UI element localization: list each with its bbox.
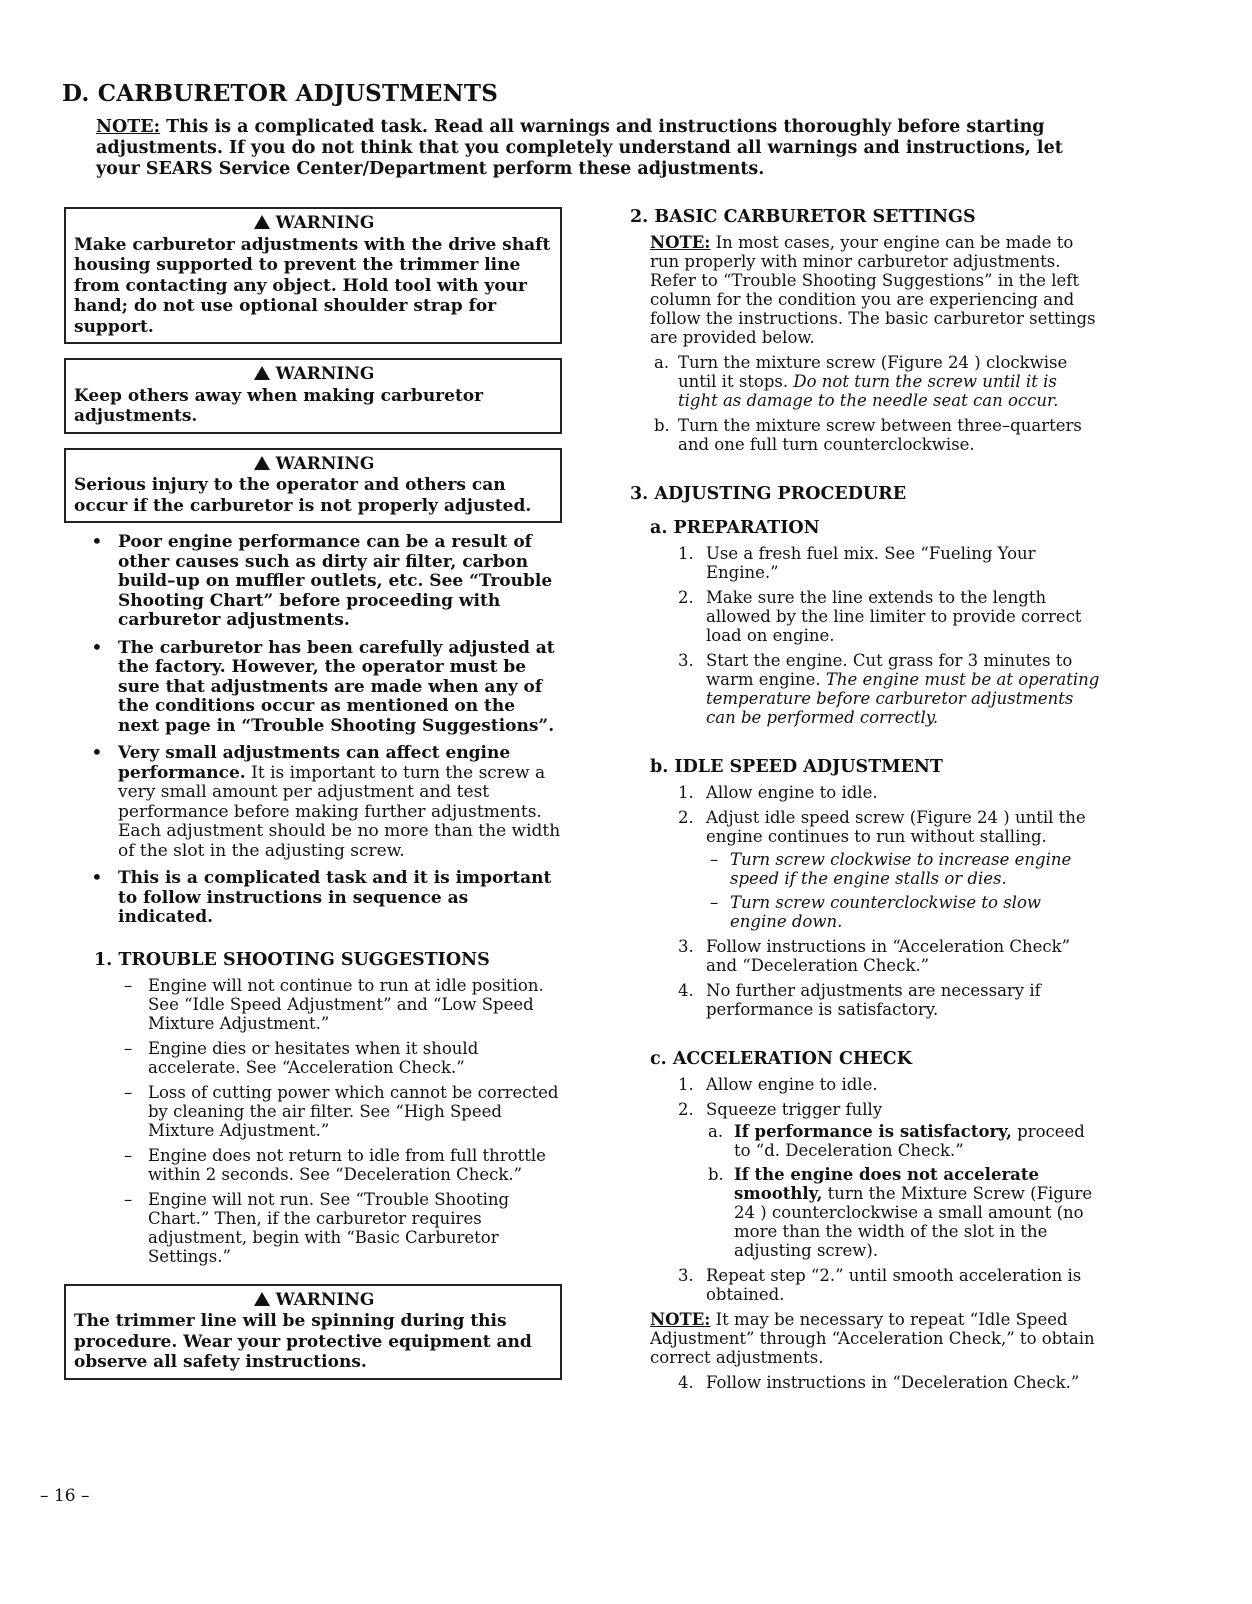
warning-box-keep-away bbox=[64, 358, 562, 434]
caution-bullets bbox=[64, 533, 562, 928]
bullet-item: • This is a complicated task and it is important to follow instructions in sequence as indicated. bbox=[118, 869, 562, 928]
list-item: 4. Follow instructions in “Deceleration Check.” bbox=[678, 1373, 1080, 1392]
list-item: 1. Allow engine to idle. bbox=[678, 1075, 878, 1094]
warning-heading: WARNING bbox=[275, 213, 375, 233]
warning-triangle-icon bbox=[254, 1292, 270, 1306]
list-item: a. If performance is satisfactory, proceed to “d. Deceleration Check.” bbox=[708, 1122, 1085, 1160]
warning-text: Serious injury to the operator and others can occur if the carburetor is not properly adjusted. bbox=[74, 475, 532, 516]
bullet-item: • The carburetor has been carefully adjusted at the factory. However, the operator must be sure that adjustments are made when any of the conditions occur as mentioned on the next page in “Trouble Shooting Suggestions”. bbox=[118, 639, 562, 737]
warning-box-serious-injury bbox=[64, 448, 562, 524]
warning-box-drive-shaft bbox=[64, 207, 562, 344]
list-item: – Engine does not return to idle from full throttle within 2 seconds. See “Deceleration Check.” bbox=[148, 1146, 562, 1184]
basic-settings-steps bbox=[630, 353, 1100, 454]
section-trouble-shooting-heading: 1. TROUBLE SHOOTING SUGGESTIONS bbox=[94, 949, 490, 970]
page-title: D. CARBURETOR ADJUSTMENTS bbox=[62, 80, 499, 107]
intro-note bbox=[96, 117, 1106, 180]
acceleration-step-4 bbox=[630, 1373, 1100, 1392]
warning-text: Make carburetor adjustments with the drive shaft housing supported to prevent the trimmer line from contacting any object. Hold tool with your hand; do not use optional shoulder strap for support. bbox=[74, 234, 551, 337]
list-item: 3. Start the engine. Cut grass for 3 minutes to warm engine. The engine must be at operating temperature before carburetor adjustments can be performed correctly. bbox=[678, 651, 1100, 727]
trouble-shooting-list bbox=[64, 976, 562, 1266]
basic-settings-note: NOTE: In most cases, your engine can be made to run properly with minor carburetor adjustments. Refer to “Trouble Shooting Suggestions” in the left column for the condition you are experiencing and follow the instructions. The basic carburetor settings are provided below. bbox=[650, 233, 1096, 347]
acceleration-note: NOTE: It may be necessary to repeat “Idle Speed Adjustment” through “Acceleration Check,” to obtain correct adjustments. bbox=[650, 1310, 1095, 1367]
list-item: 1. Use a fresh fuel mix. See “Fueling Your Engine.” bbox=[678, 544, 1036, 582]
list-item: – Loss of cutting power which cannot be corrected by cleaning the air filter. See “High Speed Mixture Adjustment.” bbox=[148, 1083, 562, 1140]
list-item: 3. Repeat step “2.” until smooth acceleration is obtained. bbox=[678, 1266, 1082, 1304]
list-item: 1. Allow engine to idle. bbox=[678, 783, 878, 802]
list-item: 2. Adjust idle speed screw (Figure 24 ) until the engine continues to run without stalling. – Turn screw clockwise to increase engine speed if the engine stalls or dies. – Turn screw counterclockwise to slow engine down. bbox=[706, 808, 1100, 931]
preparation-heading: a. PREPARATION bbox=[650, 518, 820, 538]
acceleration-steps bbox=[630, 1075, 1100, 1304]
intro-note-label: NOTE: bbox=[96, 117, 161, 137]
preparation-steps bbox=[630, 544, 1100, 727]
acceleration-substeps bbox=[706, 1122, 1100, 1260]
page-number: – 16 – bbox=[40, 1486, 90, 1506]
warning-heading: WARNING bbox=[275, 364, 375, 384]
warning-box-trimmer-line bbox=[64, 1284, 562, 1380]
bullet-item: • Very small adjustments can affect engine performance. It is important to turn the screw a very small amount per adjustment and test performance before making further adjustments. Each adjustment should be no more than the width of the slot in the adjusting screw. bbox=[118, 744, 562, 861]
bullet-item: • Poor engine performance can be a result of other causes such as dirty air filter, carbon build–up on muffler outlets, etc. See “Trouble Shooting Chart” before proceeding with carburetor adjustments. bbox=[118, 533, 562, 631]
section-adjusting-procedure-heading: 3. ADJUSTING PROCEDURE bbox=[630, 484, 907, 504]
warning-triangle-icon bbox=[254, 366, 270, 380]
list-item: 2. Make sure the line extends to the length allowed by the line limiter to provide correct load on engine. bbox=[678, 588, 1082, 645]
idle-speed-substeps bbox=[706, 850, 1100, 931]
section-basic-settings-heading: 2. BASIC CARBURETOR SETTINGS bbox=[630, 207, 976, 227]
list-item: 4. No further adjustments are necessary if performance is satisfactory. bbox=[678, 981, 1041, 1019]
left-column bbox=[64, 207, 562, 1394]
list-item: b. If the engine does not accelerate smoothly, turn the Mixture Screw (Figure 24 ) counterclockwise a small amount (no more than the width of the slot in the adjusting screw). bbox=[708, 1165, 1093, 1260]
acceleration-check-heading: c. ACCELERATION CHECK bbox=[650, 1049, 912, 1069]
idle-speed-steps bbox=[630, 783, 1100, 1019]
warning-triangle-icon bbox=[254, 456, 270, 470]
list-item: 3. Follow instructions in “Acceleration Check” and “Deceleration Check.” bbox=[678, 937, 1071, 975]
list-item: – Turn screw clockwise to increase engine speed if the engine stalls or dies. bbox=[730, 850, 1100, 888]
warning-text: Keep others away when making carburetor adjustments. bbox=[74, 385, 484, 426]
list-item: – Engine dies or hesitates when it should accelerate. See “Acceleration Check.” bbox=[148, 1039, 562, 1077]
list-item: – Engine will not run. See “Trouble Shooting Chart.” Then, if the carburetor requires adjustment, begin with “Basic Carburetor Settings.” bbox=[148, 1190, 562, 1266]
list-item: b. Turn the mixture screw between three–quarters and one full turn counterclockwise. bbox=[654, 416, 1082, 454]
warning-triangle-icon bbox=[254, 215, 270, 229]
warning-heading: WARNING bbox=[275, 453, 375, 474]
list-item: a. Turn the mixture screw (Figure 24 ) clockwise until it stops. Do not turn the screw until it is tight as damage to the needle seat can occur. bbox=[654, 353, 1068, 410]
idle-speed-heading: b. IDLE SPEED ADJUSTMENT bbox=[650, 757, 943, 777]
list-item: – Turn screw counterclockwise to slow engine down. bbox=[730, 893, 1100, 931]
warning-heading: WARNING bbox=[275, 1289, 375, 1310]
list-item: 2. Squeeze trigger fully a. If performance is satisfactory, proceed to “d. Deceleration Check.” b. If the engine does not accelerate smoothly, turn the Mixture Screw (Figure 24 ) counterclockwise a small amount (no more than the width of the slot in the adjusting screw). bbox=[706, 1100, 1100, 1260]
intro-note-text: This is a complicated task. Read all warnings and instructions thoroughly before starting adjustments. If you do not think that you completely understand all warnings and instructions, let your SEARS Service Center/Department perform these adjustments. bbox=[96, 117, 1063, 179]
right-column bbox=[630, 207, 1100, 1398]
list-item: – Engine will not continue to run at idle position. See “Idle Speed Adjustment” and “Low Speed Mixture Adjustment.” bbox=[148, 976, 562, 1033]
warning-text: The trimmer line will be spinning during this procedure. Wear your protective equipment and observe all safety instructions. bbox=[74, 1311, 532, 1372]
